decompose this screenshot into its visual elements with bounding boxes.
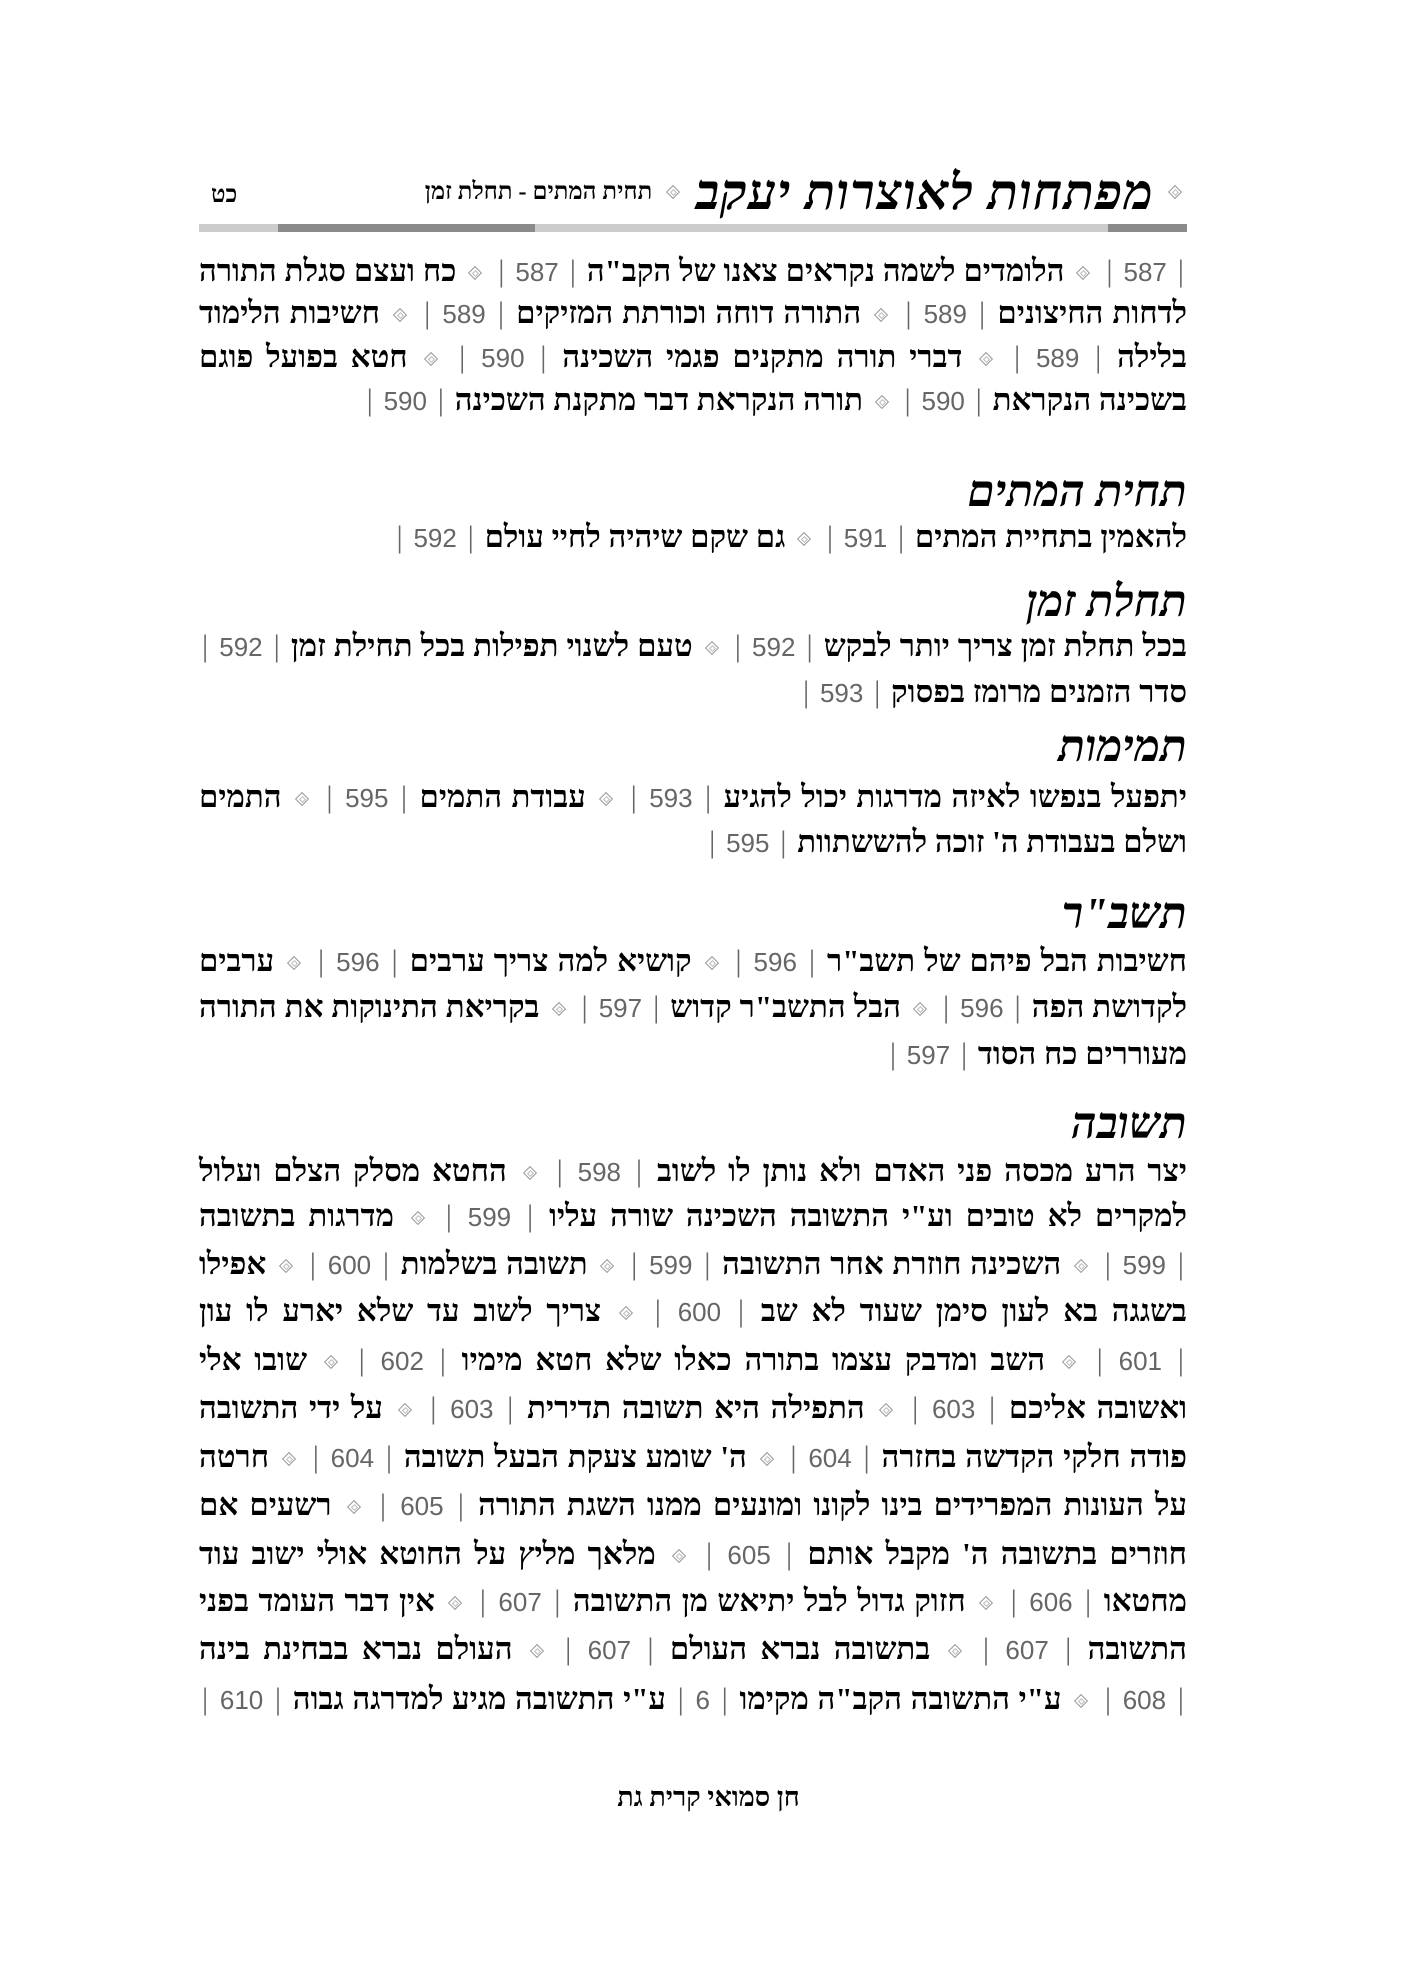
- page-reference: 603: [450, 1394, 494, 1424]
- entry-text: על ידי התשובה: [199, 1390, 383, 1425]
- index-line: [199, 1579, 1187, 1623]
- entry-text: שובו אלי: [199, 1342, 308, 1377]
- separator: |: [1169, 1246, 1184, 1281]
- separator: |: [1165, 1342, 1184, 1377]
- page-reference: 593: [819, 678, 864, 708]
- section-heading: תחלת זמן: [1026, 577, 1187, 626]
- entry-text: ערבים: [199, 943, 275, 978]
- separator: |: [896, 295, 921, 330]
- separator: |: [488, 295, 505, 330]
- diamond-icon: [282, 1452, 297, 1467]
- entry-text: בשגגה בא לעון סימן שעוד לא שב: [760, 1293, 1187, 1328]
- diamond-icon: [948, 1644, 963, 1659]
- running-header: [199, 162, 1187, 222]
- separator: |: [622, 1246, 647, 1281]
- separator: |: [693, 1536, 725, 1571]
- separator: |: [1169, 1681, 1184, 1716]
- page-reference: 608: [1122, 1685, 1167, 1715]
- entry-text: ה' שומע צעקת הבעל תשובה: [403, 1439, 747, 1474]
- page-reference: 595: [726, 828, 770, 858]
- entry-text: כח ועצם סגלת התורה: [199, 253, 457, 288]
- separator: |: [1006, 989, 1021, 1024]
- separator: |: [695, 1246, 711, 1281]
- page-reference: 597: [598, 993, 643, 1023]
- separator: |: [265, 628, 280, 663]
- separator: |: [317, 779, 343, 814]
- diamond-icon: [1074, 1259, 1089, 1274]
- page-reference: 587: [515, 257, 559, 287]
- separator: |: [266, 1681, 282, 1716]
- entry-text: אפילו: [199, 1246, 267, 1281]
- separator: |: [726, 943, 751, 978]
- page-reference: 595: [345, 783, 389, 813]
- separator: |: [303, 1439, 328, 1474]
- diamond-icon: [1168, 185, 1183, 200]
- separator: |: [419, 1390, 448, 1425]
- page-reference: 606: [1029, 1587, 1073, 1617]
- separator: |: [772, 824, 787, 859]
- separator: |: [345, 1342, 378, 1377]
- separator: |: [726, 628, 750, 663]
- separator: |: [1169, 253, 1185, 288]
- separator: |: [901, 1390, 929, 1425]
- page-reference: 601: [1118, 1346, 1163, 1376]
- book-title: מפתחות לאוצרות יעקב: [695, 164, 1154, 220]
- page-reference: 592: [219, 632, 263, 662]
- page-reference: 590: [921, 386, 965, 416]
- entry-text: דברי תורה מתקנים פגמי השכינה: [562, 339, 963, 374]
- diamond-icon: [672, 1549, 687, 1564]
- entry-text: ואשובה אליכם: [1008, 1390, 1188, 1425]
- entry-text: התפילה היא תשובה תדירית: [527, 1390, 865, 1425]
- separator: |: [202, 628, 217, 663]
- diamond-icon: [347, 1500, 362, 1515]
- entry-text: בלילה: [1117, 339, 1187, 374]
- entry-text: חשיבות הבל פיהם של תשב"ר: [826, 943, 1187, 978]
- diamond-icon: [279, 1259, 294, 1274]
- separator: |: [890, 519, 905, 554]
- diamond-icon: [619, 1306, 634, 1321]
- index-line: [199, 378, 1187, 422]
- page-reference: 602: [380, 1346, 424, 1376]
- index-line: [199, 1194, 1187, 1238]
- entry-text: חשיבות הלימוד: [199, 295, 380, 330]
- entry-text: רשעים אם: [199, 1487, 332, 1522]
- entry-text: צריך לשוב עד שלא יארע לו עון: [199, 1293, 602, 1328]
- entry-text: בתשובה נברא העולם: [669, 1631, 931, 1666]
- entry-text: חרטה: [199, 1439, 270, 1474]
- page-reference: 600: [327, 1250, 372, 1280]
- page-reference: 610: [219, 1685, 264, 1715]
- index-line: [199, 670, 1187, 714]
- diamond-icon: [705, 641, 720, 656]
- page-reference: 590: [383, 386, 427, 416]
- separator: |: [1001, 1583, 1027, 1618]
- entry-text: אין דבר העומד בפני: [199, 1583, 435, 1618]
- separator: |: [953, 1036, 968, 1071]
- separator: |: [432, 1198, 465, 1233]
- separator: |: [496, 1390, 514, 1425]
- separator: |: [709, 824, 724, 859]
- separator: |: [382, 943, 398, 978]
- entry-text: הלומדים לשמה נקראים צאנו של הקב"ה: [586, 253, 1065, 288]
- separator: |: [645, 989, 660, 1024]
- entry-text: חוזרים בתשובה ה' מקבל אותם: [807, 1536, 1188, 1571]
- separator: |: [561, 253, 576, 288]
- diamond-icon: [393, 308, 408, 323]
- header-rule: [199, 224, 1187, 232]
- entry-text: למקרים לא טובים וע"י התשובה השכינה שורה עליו: [549, 1198, 1188, 1233]
- diamond-icon: [468, 266, 483, 281]
- index-line: [199, 1032, 1187, 1076]
- page-reference: 600: [677, 1297, 722, 1327]
- chapter-subtitle: תחית המתים - תחלת זמן: [424, 178, 653, 205]
- index-line: [199, 1627, 1187, 1671]
- diamond-icon: [552, 1002, 567, 1017]
- separator: |: [573, 989, 596, 1024]
- entry-text: תשובה בשלמות: [400, 1246, 588, 1281]
- separator: |: [634, 1631, 654, 1666]
- page-reference: 603: [931, 1394, 976, 1424]
- separator: |: [1095, 1246, 1120, 1281]
- index-line: [199, 1435, 1187, 1479]
- entry-text: מחטאו: [1103, 1583, 1187, 1618]
- diamond-icon: [879, 1403, 894, 1418]
- entry-text: בשכינה הנקראת: [992, 382, 1187, 417]
- separator: |: [854, 1439, 870, 1474]
- entry-text: פודה חלקי הקדשה בחזרה: [881, 1439, 1188, 1474]
- index-line: [199, 1483, 1187, 1527]
- separator: |: [624, 1153, 643, 1188]
- page-reference: 596: [960, 993, 1004, 1023]
- separator: |: [802, 674, 817, 709]
- entry-text: טעם לשנוי תפילות בכל תחילת זמן: [290, 628, 693, 663]
- page-reference: 590: [481, 343, 525, 373]
- entry-text: התמים: [199, 779, 282, 814]
- page-reference: 596: [753, 947, 797, 977]
- separator: |: [551, 1631, 585, 1666]
- diamond-icon: [1076, 266, 1091, 281]
- section-heading: תחית המתים: [967, 467, 1187, 516]
- diamond-icon: [424, 352, 439, 367]
- index-line: [199, 1149, 1187, 1193]
- diamond-icon: [599, 792, 614, 807]
- separator: |: [490, 253, 513, 288]
- diamond-icon: [913, 1002, 928, 1017]
- index-line: [199, 249, 1187, 293]
- separator: |: [969, 295, 986, 330]
- separator: |: [1075, 1583, 1092, 1618]
- page-reference: 604: [808, 1443, 852, 1473]
- diamond-icon: [295, 792, 310, 807]
- separator: |: [889, 1036, 904, 1071]
- diamond-icon: [448, 1596, 463, 1611]
- page-reference: 605: [400, 1491, 444, 1521]
- index-line: [199, 335, 1187, 379]
- entry-text: השכינה חוזרת אחר התשובה: [722, 1246, 1062, 1281]
- separator: |: [368, 1487, 398, 1522]
- separator: |: [429, 382, 444, 417]
- separator: |: [866, 674, 881, 709]
- entry-text: יצר הרע מכסה פני האדם ולא נותן לו לשוב: [656, 1153, 1188, 1188]
- diamond-icon: [1062, 1355, 1077, 1370]
- index-line: [199, 939, 1187, 983]
- page-reference: 599: [649, 1250, 693, 1280]
- diamond-icon: [874, 308, 889, 323]
- separator: |: [202, 1681, 217, 1716]
- page-reference: 589: [442, 299, 486, 329]
- index-line: [199, 985, 1187, 1029]
- entry-text: החטא מסלק הצלם ועלול: [199, 1153, 507, 1188]
- separator: |: [695, 779, 712, 814]
- page-number: כט: [211, 182, 238, 208]
- diamond-icon: [287, 956, 302, 971]
- page-reference: 592: [752, 632, 796, 662]
- entry-text: יתפעל בנפשו לאיזה מדרגות יכול להגיע: [723, 779, 1187, 814]
- separator: |: [377, 1439, 393, 1474]
- separator: |: [712, 1681, 728, 1716]
- separator: |: [1098, 253, 1121, 288]
- separator: |: [1096, 1681, 1120, 1716]
- separator: |: [896, 382, 919, 417]
- separator: |: [544, 1153, 575, 1188]
- index-line: [199, 1677, 1187, 1721]
- page-reference: 605: [727, 1540, 771, 1570]
- separator: |: [621, 779, 647, 814]
- page-reference: 589: [923, 299, 967, 329]
- footer-credit: חן סמואי קרית גת: [617, 1782, 800, 1812]
- diamond-icon: [875, 395, 890, 410]
- entry-text: התשובה: [1087, 1631, 1188, 1666]
- entry-text: קושיא למה צריך ערבים: [409, 943, 692, 978]
- separator: |: [781, 1439, 806, 1474]
- entry-text: להאמין בתחיית המתים: [914, 519, 1187, 554]
- diamond-icon: [797, 532, 812, 547]
- entry-text: מדרגות בתשובה: [199, 1198, 394, 1233]
- index-line: [199, 1289, 1187, 1333]
- index-line: [199, 291, 1187, 335]
- page-reference: 597: [906, 1040, 951, 1070]
- entry-text: חזוק גדול לבל יתיאש מן התשובה: [572, 1583, 966, 1618]
- page-reference: 607: [1005, 1635, 1049, 1665]
- page-reference: 589: [1035, 343, 1080, 373]
- entry-text: על העונות המפרידים בינו לקונו ומונעים ממנו השגת התורה: [478, 1487, 1188, 1522]
- entry-text: חטא בפועל פוגם: [199, 339, 408, 374]
- page-reference: 598: [577, 1157, 622, 1187]
- entry-text: השב ומדבק עצמו בתורה כאלו שלא חטא מימיו: [461, 1342, 1046, 1377]
- diamond-icon: [666, 185, 681, 200]
- separator: |: [1051, 1631, 1072, 1666]
- separator: |: [514, 1198, 534, 1233]
- entry-text: מעוררים כח הסוד: [977, 1036, 1187, 1071]
- separator: |: [798, 628, 813, 663]
- diamond-icon: [398, 1403, 413, 1418]
- separator: |: [366, 382, 381, 417]
- page-reference: 607: [587, 1635, 632, 1665]
- index-line: [199, 1338, 1187, 1382]
- separator: |: [544, 1583, 561, 1618]
- separator: |: [668, 1681, 693, 1716]
- separator: |: [309, 943, 334, 978]
- separator: |: [1001, 339, 1033, 374]
- diamond-icon: [979, 352, 994, 367]
- header-title-group: [425, 162, 1187, 222]
- entry-text: בכל תחלת זמן צריך יותר לבקש: [823, 628, 1187, 663]
- entry-text: גם שקם שיהיה לחיי עולם: [484, 519, 786, 554]
- page-reference: 599: [1122, 1250, 1167, 1280]
- diamond-icon: [979, 1596, 994, 1611]
- separator: |: [446, 339, 479, 374]
- entry-text: ע"י התשובה הקב"ה מקימו: [739, 1681, 1062, 1716]
- separator: |: [396, 519, 411, 554]
- entry-text: ע"י התשובה מגיע למדרגה גבוה: [292, 1681, 666, 1716]
- page-reference: 593: [649, 783, 693, 813]
- separator: |: [301, 1246, 325, 1281]
- diamond-icon: [324, 1355, 339, 1370]
- entry-text: תורה הנקראת דבר מתקנת השכינה: [454, 382, 864, 417]
- diamond-icon: [600, 1259, 615, 1274]
- page-reference: 591: [843, 523, 888, 553]
- page-reference: 599: [467, 1202, 512, 1232]
- separator: |: [724, 1293, 745, 1328]
- diamond-icon: [523, 1166, 538, 1181]
- entry-text: סדר הזמנים מרומז בפסוק: [891, 674, 1187, 709]
- diamond-icon: [411, 1211, 426, 1226]
- section-heading: תמימות: [1058, 722, 1187, 771]
- section-heading: תשובה: [1071, 1099, 1187, 1148]
- page-reference: 607: [498, 1587, 542, 1617]
- entry-text: לדחות החיצונים: [997, 295, 1188, 330]
- separator: |: [1083, 1342, 1116, 1377]
- diamond-icon: [705, 956, 720, 971]
- separator: |: [415, 295, 440, 330]
- separator: |: [967, 382, 982, 417]
- separator: |: [446, 1487, 464, 1522]
- entry-text: ושלם בעבודת ה' זוכה להששתוות: [797, 824, 1187, 859]
- index-line: [199, 1386, 1187, 1430]
- index-line: [199, 1532, 1187, 1576]
- index-line: [199, 624, 1187, 668]
- page-reference: 604: [330, 1443, 375, 1473]
- separator: |: [1082, 339, 1102, 374]
- page-reference: 587: [1123, 257, 1167, 287]
- entry-text: הבל התשב"ר קדוש: [670, 989, 901, 1024]
- separator: |: [819, 519, 841, 554]
- page-reference: 596: [336, 947, 380, 977]
- separator: |: [374, 1246, 390, 1281]
- entry-text: העולם נברא בבחינת בינה: [199, 1631, 513, 1666]
- separator: |: [459, 519, 474, 554]
- separator: |: [470, 1583, 496, 1618]
- separator: |: [640, 1293, 675, 1328]
- entry-text: בקריאת התינוקות את התורה: [199, 989, 540, 1024]
- separator: |: [934, 989, 958, 1024]
- entry-text: מלאך מליץ על החוטא אולי ישוב עוד: [199, 1536, 656, 1571]
- separator: |: [799, 943, 816, 978]
- diamond-icon: [530, 1644, 545, 1659]
- index-line: [199, 775, 1187, 819]
- entry-text: התורה דוחה וכורתת המזיקים: [516, 295, 862, 330]
- separator: |: [978, 1390, 996, 1425]
- separator: |: [773, 1536, 793, 1571]
- diamond-icon: [760, 1452, 775, 1467]
- page-reference: 592: [413, 523, 457, 553]
- index-line: [199, 1242, 1187, 1286]
- separator: |: [969, 1631, 1003, 1666]
- entry-text: לקדושת הפה: [1031, 989, 1188, 1024]
- section-heading: תשב"ר: [1061, 889, 1187, 938]
- separator: |: [426, 1342, 446, 1377]
- separator: |: [527, 339, 547, 374]
- separator: |: [391, 779, 408, 814]
- page-reference: 6: [695, 1685, 710, 1715]
- entry-text: עבודת התמים: [419, 779, 586, 814]
- index-line: [199, 820, 1187, 864]
- diamond-icon: [1074, 1694, 1089, 1709]
- index-line: [199, 515, 1187, 559]
